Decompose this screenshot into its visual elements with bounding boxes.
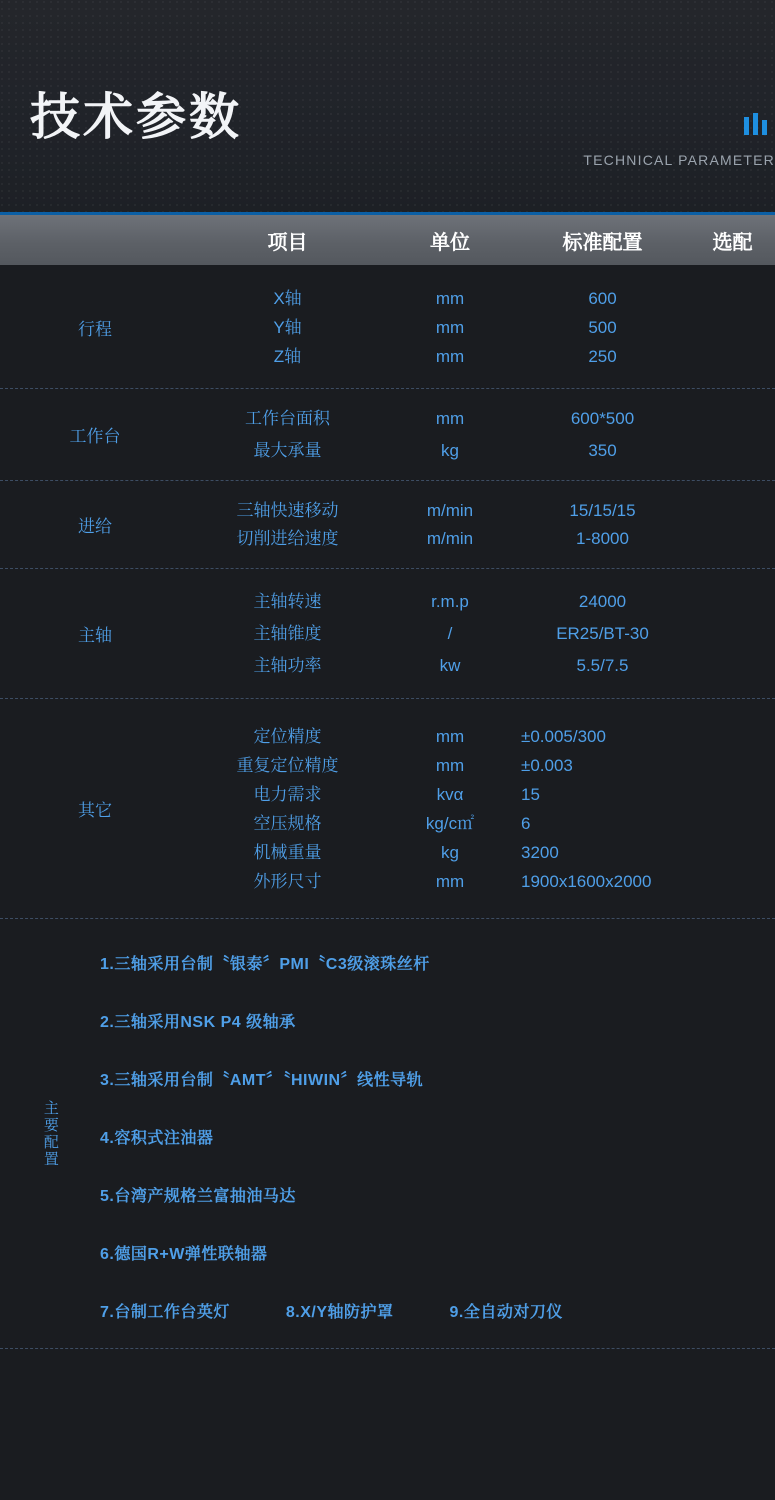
spec-item: 定位精度 [253,726,322,746]
spec-unit: kg/c㎡ [425,813,475,833]
page-title: 技术参数 [30,89,242,145]
page-header [0,0,775,215]
config-section-label [0,933,100,1334]
spec-item: 外形尺寸 [253,871,322,891]
spec-item: 最大承量 [253,441,322,460]
spec-item: X轴 [273,289,302,308]
config-section-label-text: 主要配置 [41,1099,59,1168]
spec-standard: 600*500 [570,409,635,428]
spec-line [190,722,775,751]
spec-unit: mm [435,755,465,775]
spec-unit: kg [441,842,459,862]
spec-standard: ER25/BT-30 [556,624,649,643]
list-item: 9.全自动对刀仪 [449,1304,563,1321]
list-item: 2.三轴采用NSK P4 级轴承 [100,1014,296,1031]
group-label: 行程 [78,320,112,339]
spec-unit: r.m.p [431,592,469,611]
table-row [0,267,775,389]
spec-item: 主轴转速 [253,592,322,611]
spec-unit: mm [435,289,465,308]
list-item: 1.三轴采用台制〝银泰〞PMI〝C3级滚珠丝杆 [100,956,430,973]
spec-item: 主轴锥度 [253,624,322,643]
spec-standard: 500 [588,318,617,337]
spec-line [190,403,775,435]
signal-bars-icon [744,113,767,135]
spec-standard: 1-8000 [576,529,629,548]
column-header-unit: 单位 [430,231,470,254]
spec-line [190,586,775,618]
spec-line [190,497,775,525]
spec-standard: ±0.003 [521,755,573,775]
spec-line [190,650,775,682]
spec-standard: 5.5/7.5 [576,656,629,675]
spec-item: 机械重量 [253,842,322,862]
group-label: 进给 [78,517,112,536]
spec-unit: / [447,624,453,643]
spec-line [190,751,775,780]
spec-line [190,780,775,809]
spec-line [190,342,775,371]
table-row [0,389,775,481]
table-row [0,481,775,569]
spec-line [190,867,775,896]
spec-line [190,284,775,313]
spec-unit: kvα [436,784,464,804]
config-list [100,933,775,1334]
spec-line [190,435,775,467]
list-item: 7.台制工作台英灯 [100,1304,230,1321]
spec-standard: 350 [588,441,617,460]
spec-item: 空压规格 [253,813,322,833]
spec-line [190,618,775,650]
spec-standard: 250 [588,347,617,366]
column-header-standard: 标准配置 [562,231,643,254]
list-item: 8.X/Y轴防护罩 [285,1304,394,1321]
spec-standard: 15 [521,784,540,804]
spec-item: 主轴功率 [253,656,322,675]
spec-standard: 3200 [521,842,559,862]
spec-line [190,809,775,838]
spec-standard: 600 [588,289,617,308]
spec-line [190,525,775,553]
spec-line [190,313,775,342]
spec-unit: mm [435,871,465,891]
spec-item: 三轴快速移动 [236,501,339,520]
spec-item: 切削进给速度 [236,529,339,548]
column-header-optional: 选配 [712,231,753,254]
spec-item: Y轴 [273,318,302,337]
spec-unit: m/min [426,529,474,548]
page-subtitle: TECHNICAL PARAMETER [583,152,775,168]
list-item-row [100,1299,775,1322]
table-row [0,569,775,699]
group-label: 工作台 [69,427,121,446]
list-item: 3.三轴采用台制〝AMT〞〝HIWIN〞线性导轨 [100,1072,424,1089]
list-item: 4.容积式注油器 [100,1130,214,1147]
group-label: 其它 [78,801,112,820]
spec-unit: kg [441,441,459,460]
column-header-item: 项目 [267,231,308,254]
list-item: 5.台湾产规格兰富抽油马达 [100,1188,296,1205]
spec-unit: m/min [426,501,474,520]
spec-line [190,838,775,867]
group-label: 主轴 [78,626,112,645]
spec-standard: ±0.005/300 [521,726,606,746]
table-header-row [0,215,775,265]
spec-unit: mm [435,347,465,366]
spec-unit: kw [439,656,461,675]
spec-item: 电力需求 [253,784,322,804]
spec-standard: 15/15/15 [569,501,636,520]
spec-standard: 1900x1600x2000 [521,871,652,891]
spec-item: 重复定位精度 [236,755,339,775]
spec-standard: 6 [521,813,531,833]
spec-item: Z轴 [273,347,302,366]
main-configuration-section [0,919,775,1349]
spec-unit: mm [435,318,465,337]
spec-unit: mm [435,726,465,746]
spec-table-body [0,265,775,919]
spec-item: 工作台面积 [245,409,330,428]
list-item: 6.德国R+W弹性联轴器 [100,1246,268,1263]
table-row [0,699,775,919]
spec-unit: mm [435,409,465,428]
spec-standard: 24000 [578,592,627,611]
